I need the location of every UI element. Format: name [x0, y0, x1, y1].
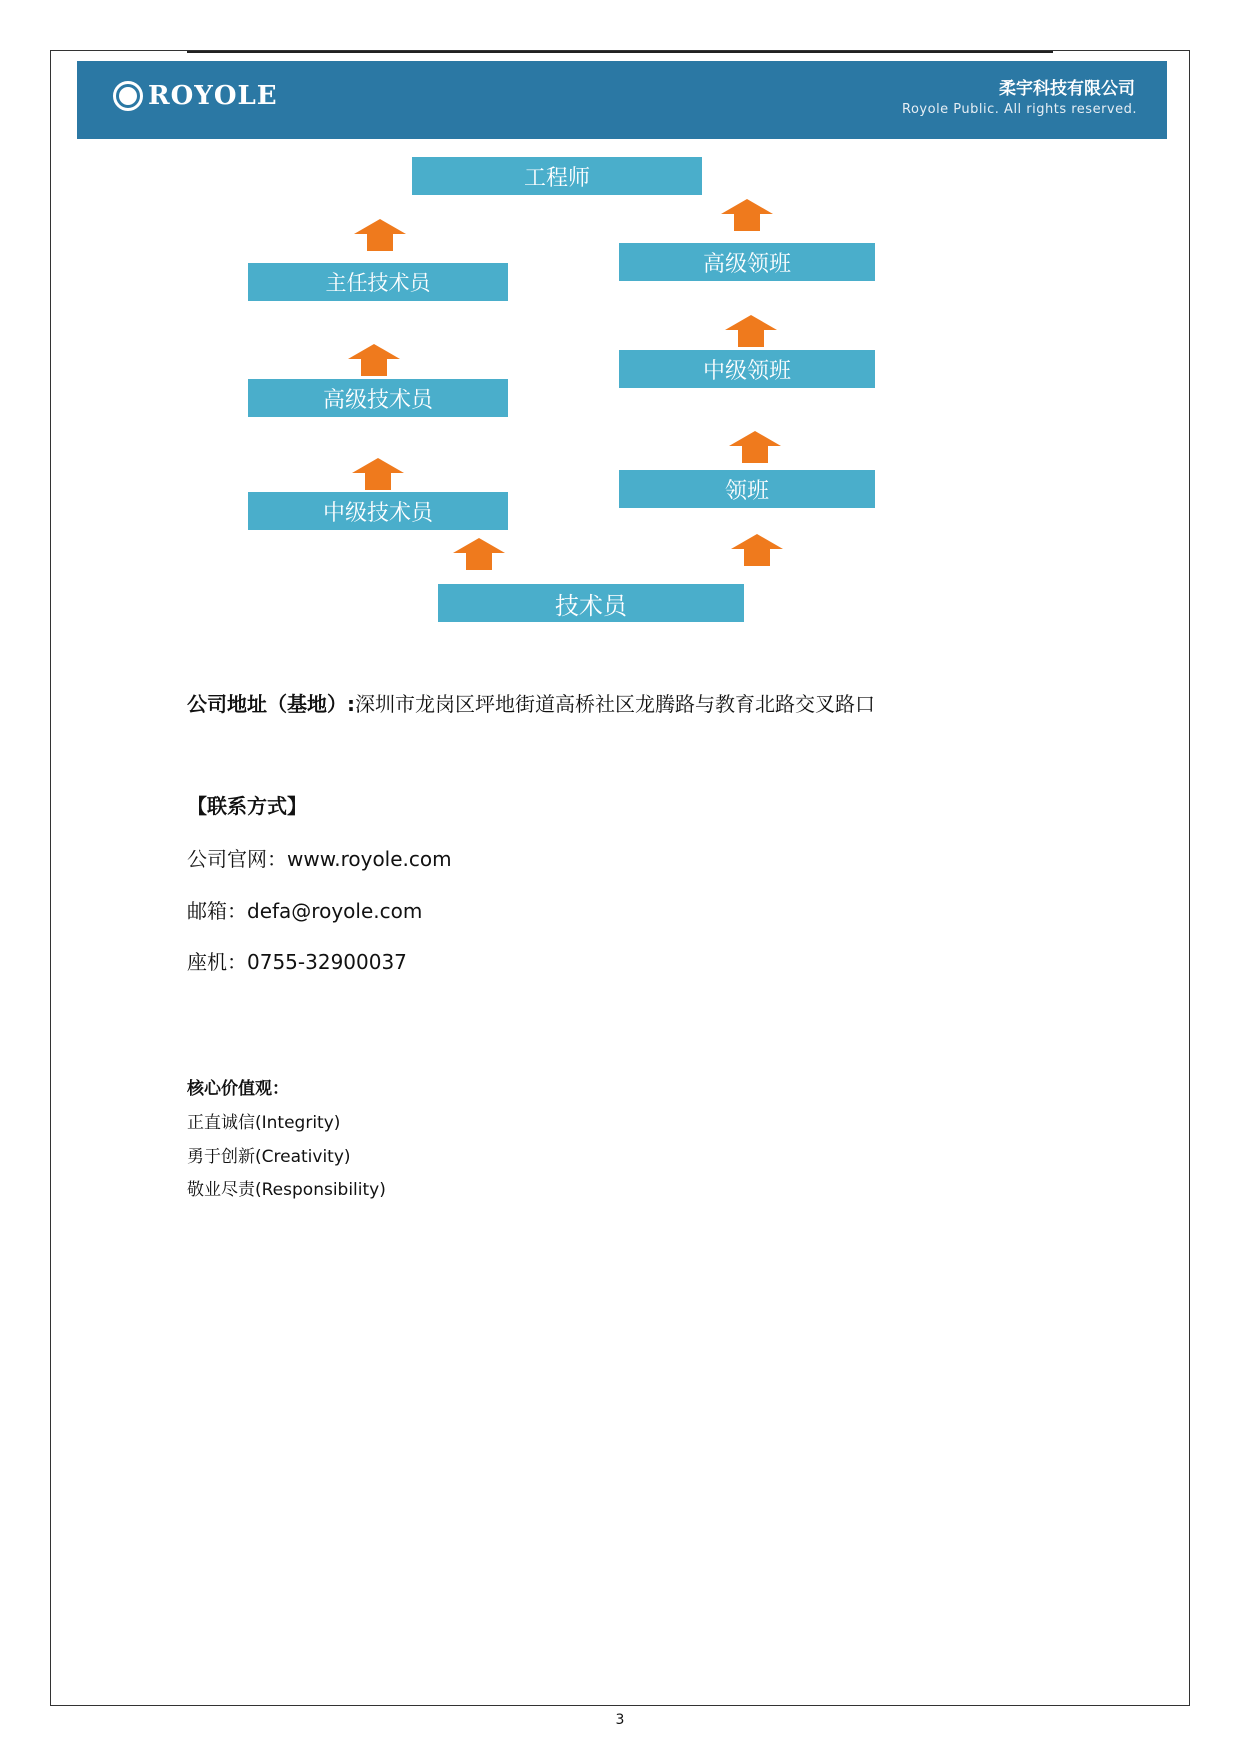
address-value: 深圳市龙岗区坪地街道高桥社区龙腾路与教育北路交叉路口 — [355, 692, 875, 716]
core-value-item: 正直诚信(Integrity) — [187, 1113, 341, 1133]
royole-logo — [113, 81, 278, 111]
up-arrow-icon — [721, 199, 773, 231]
contact-title: 【联系方式】 — [187, 794, 307, 818]
node-chief-technician: 主任技术员 — [248, 263, 508, 301]
company-address — [187, 688, 875, 717]
core-value-item: 勇于创新(Creativity) — [187, 1147, 351, 1167]
logo-ring-icon — [113, 81, 143, 111]
node-engineer: 工程师 — [412, 157, 702, 195]
page-number: 3 — [615, 1712, 625, 1728]
contact-email: 邮箱：defa@royole.com — [187, 899, 423, 923]
node-senior-team-lead: 高级领班 — [619, 243, 875, 281]
header-rule — [187, 51, 1053, 53]
node-technician: 技术员 — [438, 584, 744, 622]
node-senior-technician: 高级技术员 — [248, 379, 508, 417]
node-mid-technician: 中级技术员 — [248, 492, 508, 530]
address-label: 公司地址（基地）: — [187, 692, 355, 716]
company-name: 柔宇科技有限公司 — [999, 79, 1135, 99]
up-arrow-icon — [453, 538, 505, 570]
logo-text: ROYOLE — [148, 81, 278, 111]
node-team-lead: 领班 — [619, 470, 875, 508]
core-value-item: 敬业尽责(Responsibility) — [187, 1180, 386, 1200]
up-arrow-icon — [731, 534, 783, 566]
page-frame — [50, 50, 1190, 1706]
up-arrow-icon — [729, 431, 781, 463]
up-arrow-icon — [725, 315, 777, 347]
header-banner — [77, 61, 1167, 139]
up-arrow-icon — [354, 219, 406, 251]
core-values-title: 核心价值观： — [187, 1079, 289, 1099]
up-arrow-icon — [348, 344, 400, 376]
rights-notice: Royole Public. All rights reserved. — [902, 102, 1137, 117]
contact-phone: 座机：0755-32900037 — [187, 950, 407, 974]
node-mid-team-lead: 中级领班 — [619, 350, 875, 388]
contact-website: 公司官网：www.royole.com — [187, 847, 452, 871]
up-arrow-icon — [352, 458, 404, 490]
